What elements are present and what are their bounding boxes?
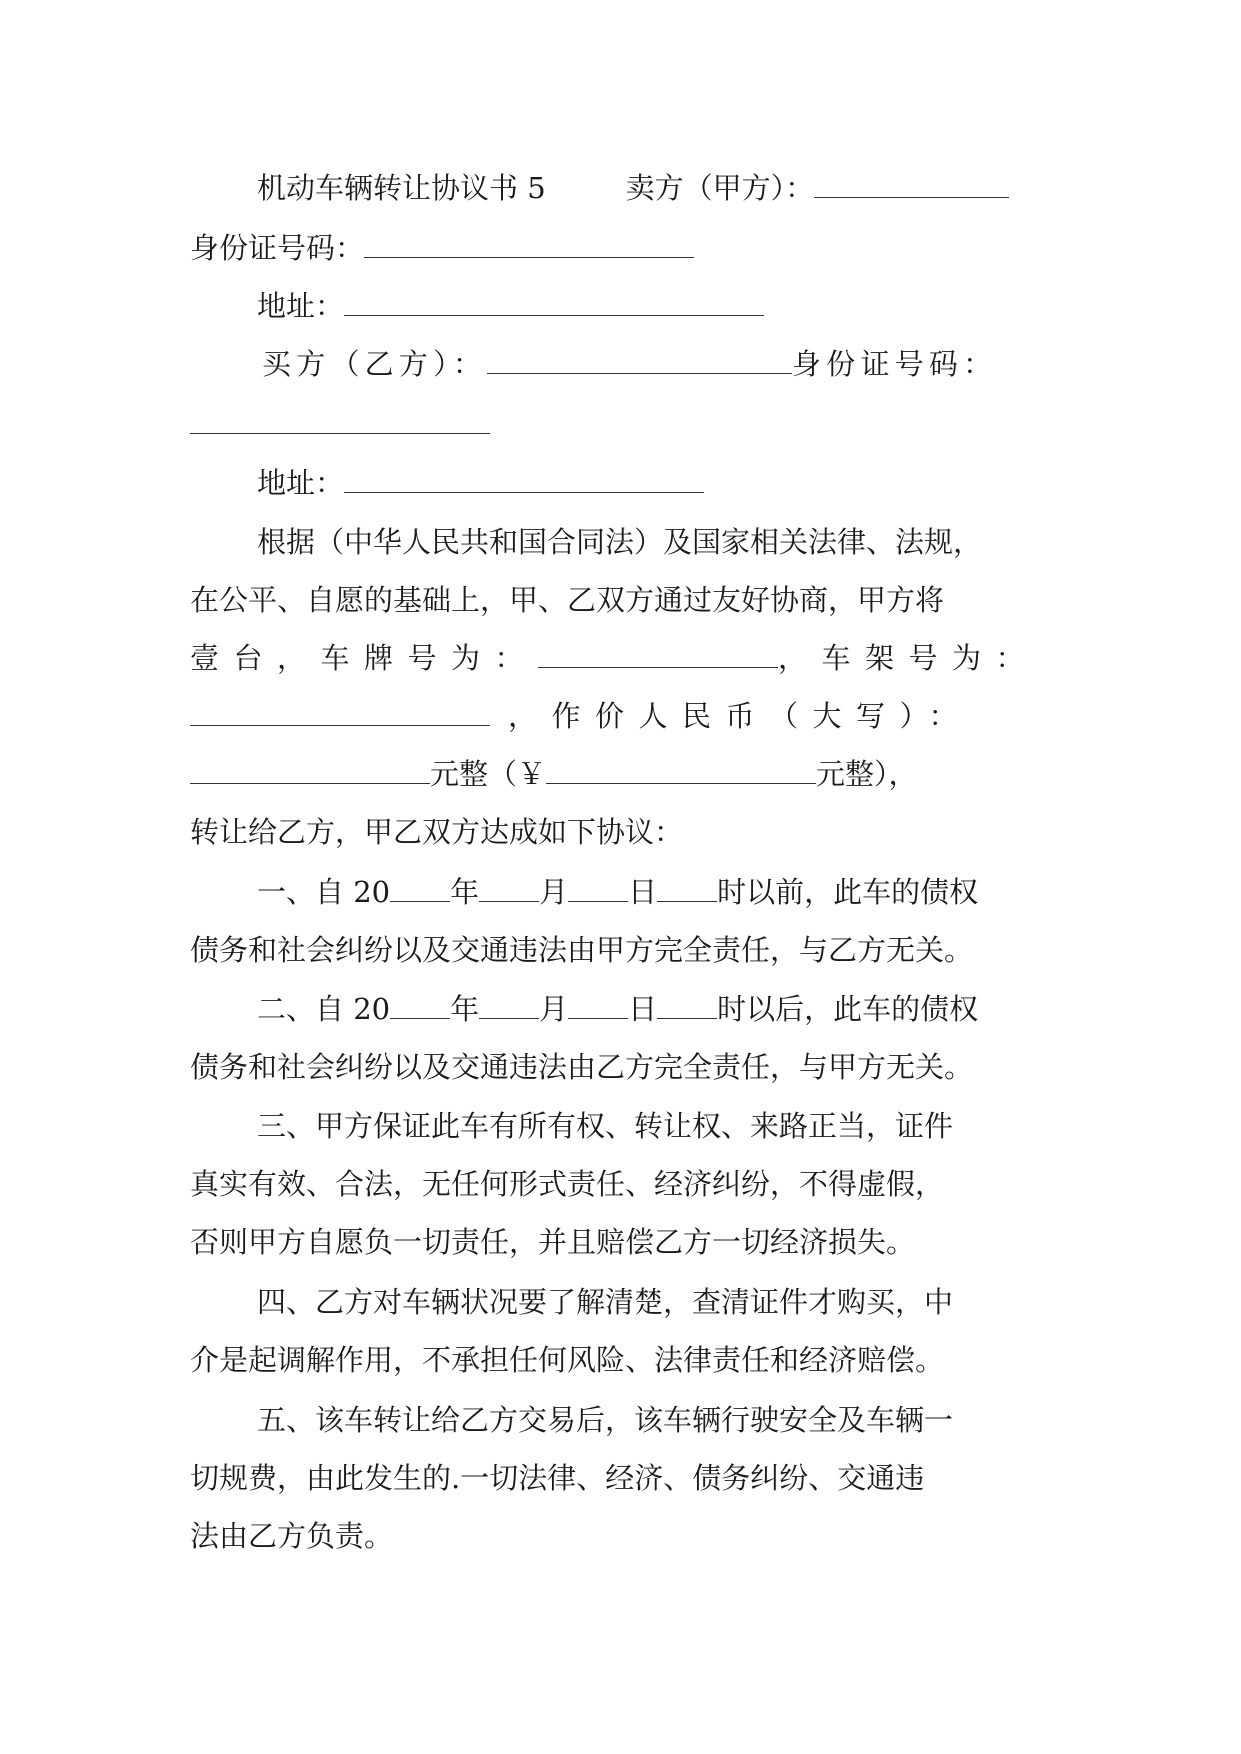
price-yuan-label: 元整（￥: [430, 757, 547, 791]
document-title: 机动车辆转让协议书 5: [257, 171, 546, 205]
intro-line-5: [190, 754, 1070, 794]
buyer-id-blank: [190, 407, 490, 434]
clause-2-month: 月: [539, 992, 569, 1026]
intro-line-4: [190, 696, 1070, 736]
clause-2-year: 年: [450, 992, 480, 1026]
clause-2-year-blank: [390, 992, 450, 1019]
plate-number-blank: [538, 641, 778, 668]
clause-2-line-1: [257, 989, 1070, 1029]
intro-line-2: 在公平、自愿的基础上，甲、乙双方通过友好协商，甲方将: [190, 583, 945, 617]
intro-line-6: 转让给乙方，甲乙双方达成如下协议：: [190, 815, 684, 849]
seller-id-label: 身份证号码：: [190, 231, 365, 265]
buyer-line: [262, 344, 1075, 384]
clause-1-year: 年: [450, 875, 480, 909]
seller-address-blank: [344, 289, 764, 316]
price-yuan-end: 元整），: [816, 757, 918, 791]
seller-name-blank: [814, 171, 1009, 198]
clause-3-line-3: 否则甲方自愿负一切责任，并且赔偿乙方一切经济损失。: [190, 1225, 916, 1259]
clause-2-month-blank: [479, 992, 539, 1019]
clause-3-line-2: 真实有效、合法，无任何形式责任、经济纠纷，不得虚假，: [190, 1167, 945, 1201]
clause-2-suffix: 时以后，此车的债权: [717, 992, 979, 1026]
clause-2-prefix: 二、自 20: [257, 992, 391, 1026]
clause-1-line-2: 债务和社会纠纷以及交通违法由甲方完全责任，与乙方无关。: [190, 933, 974, 967]
clause-1-suffix: 时以前，此车的债权: [717, 875, 979, 909]
clause-4-line-1: 四、乙方对车辆状况要了解清楚，查清证件才购买，中: [257, 1285, 954, 1319]
clause-1-hour-blank: [657, 875, 717, 902]
buyer-address-blank: [344, 466, 704, 493]
clause-5-line-3: 法由乙方负责。: [190, 1519, 394, 1553]
buyer-address-label: 地址：: [257, 466, 345, 500]
frame-label: ，车架号为：: [778, 641, 1040, 675]
buyer-address-line: [257, 463, 1070, 503]
frame-number-blank: [190, 699, 490, 726]
buyer-id-blank-line: [190, 404, 1070, 444]
seller-id-line: [190, 228, 1070, 268]
clause-2-hour-blank: [657, 992, 717, 1019]
clause-2-day-blank: [568, 992, 628, 1019]
clause-4-line-2: 介是起调解作用，不承担任何风险、法律责任和经济赔偿。: [190, 1343, 945, 1377]
clause-5-line-2: 切规费，由此发生的.一切法律、经济、债务纠纷、交通违: [190, 1461, 925, 1495]
buyer-name-blank: [487, 347, 792, 374]
clause-1-month: 月: [539, 875, 569, 909]
clause-2-day: 日: [628, 992, 658, 1026]
seller-address-line: [257, 286, 1070, 326]
clause-3-line-1: 三、甲方保证此车有所有权、转让权、来路正当，证件: [257, 1109, 954, 1143]
buyer-id-label: 身份证号码：: [792, 347, 998, 381]
seller-label: 卖方（甲方）：: [625, 171, 815, 205]
intro-line-1: 根据（中华人民共和国合同法）及国家相关法律、法规，: [257, 525, 983, 559]
clause-1-day: 日: [628, 875, 658, 909]
clause-1-prefix: 一、自 20: [257, 875, 391, 909]
price-label: ，作价人民币（大写）：: [508, 699, 973, 733]
price-number-blank: [546, 757, 816, 784]
buyer-label: 买方（乙方）：: [262, 347, 488, 381]
clause-5-line-1: 五、该车转让给乙方交易后，该车辆行驶安全及车辆一: [257, 1403, 954, 1437]
plate-label: 壹台，车牌号为：: [190, 641, 539, 675]
clause-2-line-2: 债务和社会纠纷以及交通违法由乙方完全责任，与甲方无关。: [190, 1050, 974, 1084]
seller-address-label: 地址：: [257, 289, 345, 323]
intro-line-3: [190, 638, 1070, 678]
price-words-blank: [190, 757, 430, 784]
clause-1-month-blank: [479, 875, 539, 902]
seller-id-blank: [364, 231, 694, 258]
clause-1-day-blank: [568, 875, 628, 902]
clause-1-line-1: [257, 872, 1070, 912]
title-line: [257, 168, 1070, 208]
clause-1-year-blank: [390, 875, 450, 902]
